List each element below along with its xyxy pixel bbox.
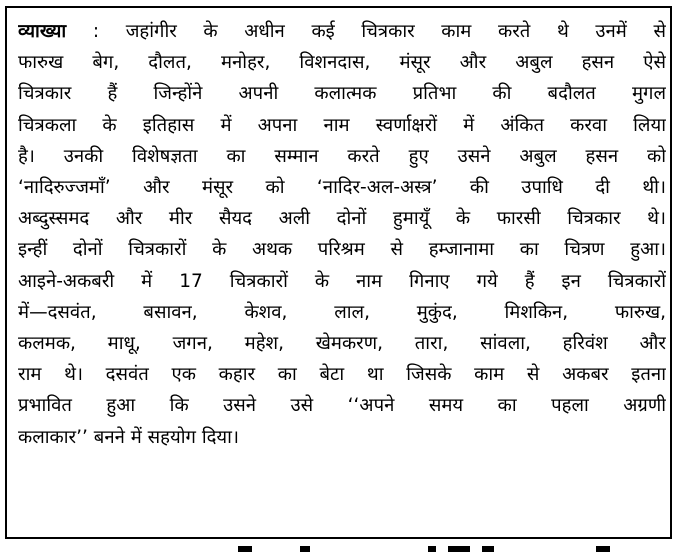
passage-line-1: व्याख्या : जहांगीर के अधीन कई चित्रकार काम करते थे उनमें से [18, 21, 666, 42]
passage-line-14: कलाकार’’ बनने में सहयोग दिया। [18, 426, 239, 448]
explanation-label: व्याख्या [18, 21, 67, 42]
cropped-glyph [596, 546, 610, 552]
passage-line-3: चित्रकार हैं जिन्होंने अपनी कलात्मक प्रतिभा की बदौलत मुगल [18, 83, 666, 105]
passage-line-10: में—दसवंत, बसावन, केशव, लाल, मुकुंद, मिशकिन, फारुख, [18, 301, 666, 323]
explanation-box [5, 6, 672, 539]
label-separator: : [92, 21, 100, 42]
passage-line-8: इन्हीं दोनों चित्रकारों के अथक परिश्रम से हम्जानामा का चित्रण हुआ। [18, 239, 666, 261]
cropped-glyph [238, 546, 252, 552]
cropped-glyph [448, 546, 470, 552]
passage-line-12: राम थे। दसवंत एक कहार का बेटा था जिसके काम से अकबर इतना [18, 364, 666, 386]
cropped-next-line [0, 542, 679, 552]
passage-line-2: फारुख बेग, दौलत, मनोहर, विशनदास, मंसूर और अबुल हसन ऐसे [18, 52, 666, 74]
passage-line-11: कलमक, माधू, जगन, महेश, खेमकरण, तारा, सांवला, हरिवंश और [18, 333, 666, 355]
passage-line-4: चित्रकला के इतिहास में अपना नाम स्वर्णाक्षरों में अंकित करवा लिया [18, 114, 666, 136]
cropped-glyph [300, 546, 310, 552]
cropped-glyph [482, 546, 494, 552]
passage-line-9: आइने-अकबरी में 17 चित्रकारों के नाम गिनाए गये हैं इन चित्रकारों [18, 270, 666, 292]
passage-line-6: ‘नादिरुज्जमाँ’ और मंसूर को ‘नादिर-अल-अस्त्र’ की उपाधि दी थी। [18, 177, 666, 199]
passage-line-13: प्रभावित हुआ कि उसने उसे ‘‘अपने समय का पहला अग्रणी [18, 395, 666, 417]
cropped-glyph [428, 546, 436, 552]
explanation-passage [18, 16, 666, 453]
passage-line-7: अब्दुस्समद और मीर सैयद अली दोनों हुमायूँ के फारसी चित्रकार थे। [18, 208, 666, 230]
passage-line-5: है। उनकी विशेषज्ञता का सम्मान करते हुए उसने अबुल हसन को [18, 145, 666, 167]
